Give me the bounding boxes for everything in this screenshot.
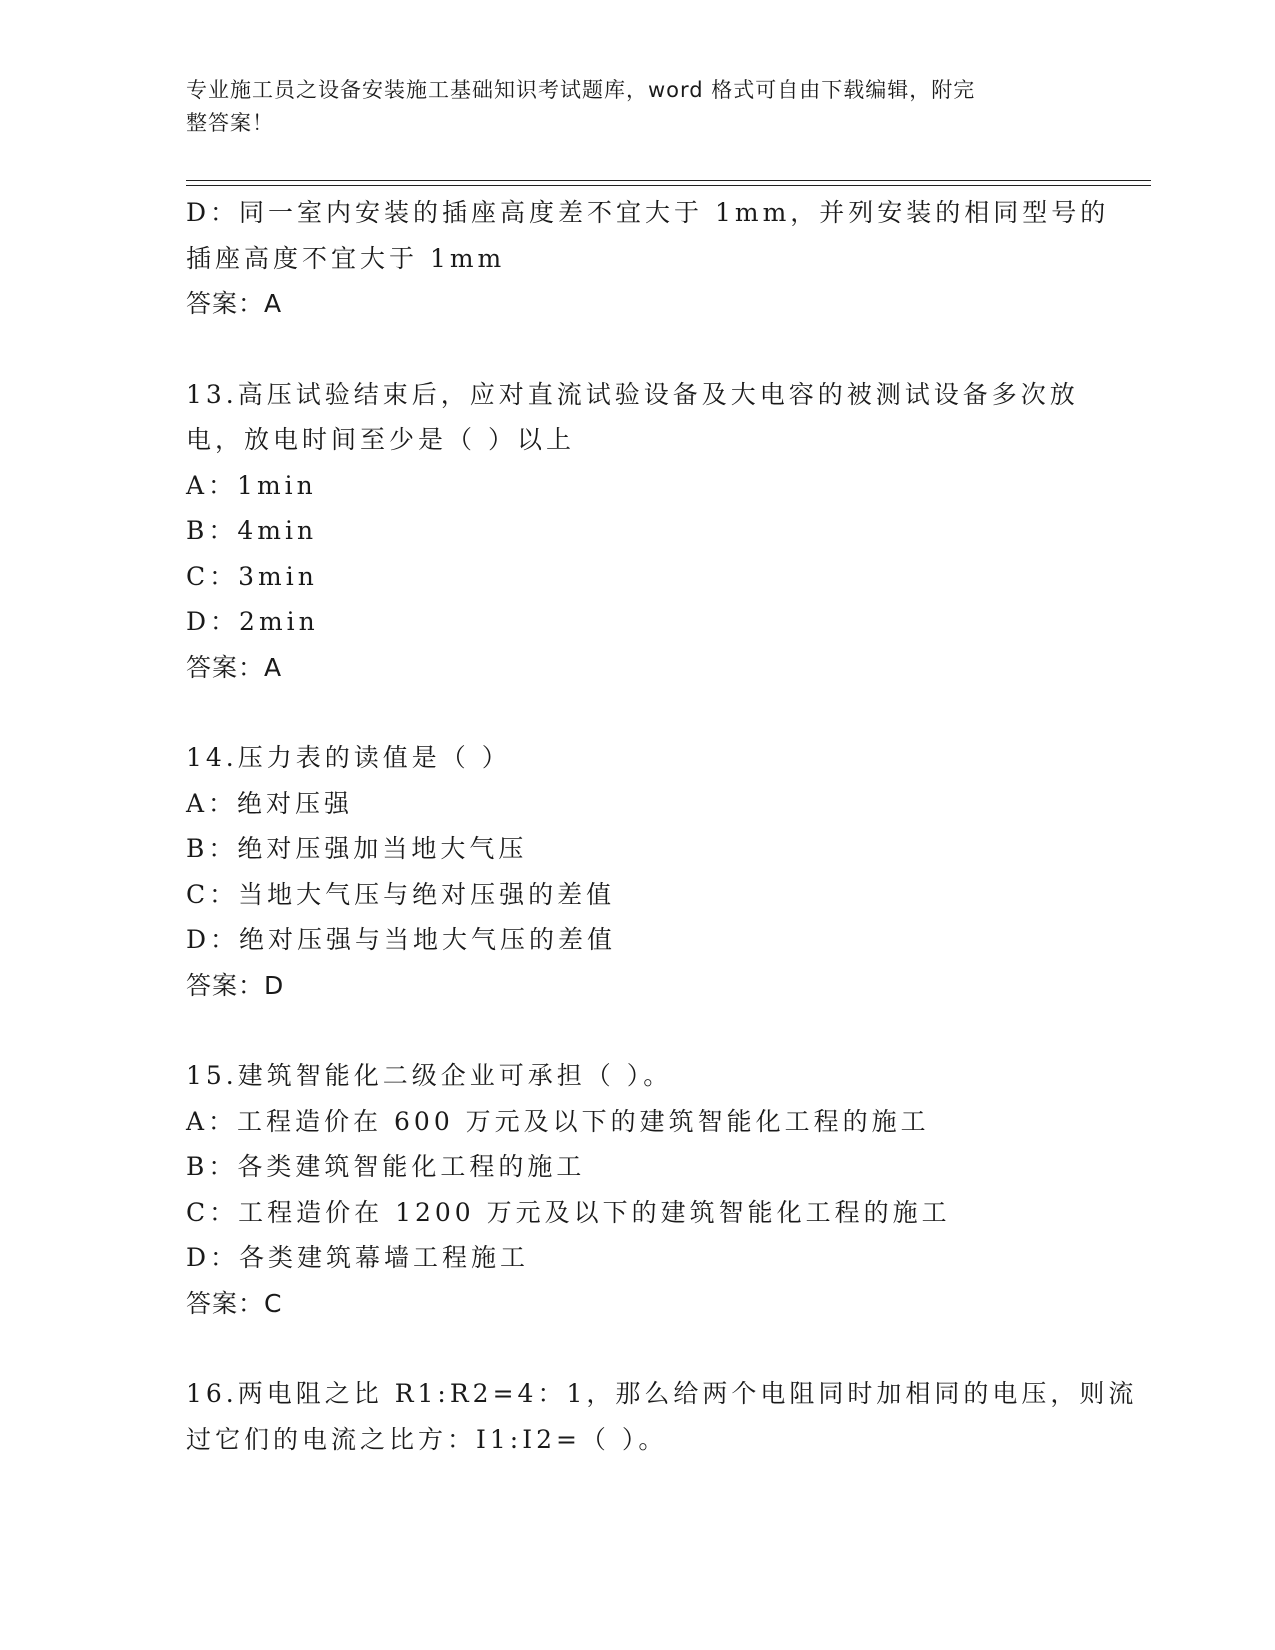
- question-14: [186, 735, 1086, 1008]
- answer: 答案：A: [186, 652, 283, 682]
- option-c: C：工程造价在 1200 万元及以下的建筑智能化工程的施工: [186, 1197, 951, 1227]
- answer: 答案：D: [186, 970, 285, 1000]
- document-header: [186, 74, 1066, 140]
- option-b: B：4min: [186, 516, 318, 545]
- option-a: A：绝对压强: [186, 788, 354, 818]
- question-13: [186, 372, 1086, 691]
- header-divider-bottom: [186, 185, 1151, 186]
- question-stem: 14.压力表的读值是（ ）: [186, 743, 511, 772]
- option-a: A：1min: [186, 470, 317, 500]
- question-content: [186, 190, 1138, 1462]
- option-b: B：各类建筑智能化工程的施工: [186, 1152, 586, 1181]
- option-d-continued: 插座高度不宜大于 1mm: [186, 243, 506, 273]
- option-d: D：同一室内安装的插座高度差不宜大于 1mm，并列安装的相同型号的: [186, 198, 1110, 227]
- option-b: B：绝对压强加当地大气压: [186, 834, 528, 863]
- header-line-1: 专业施工员之设备安装施工基础知识考试题库，word 格式可自由下载编辑，附完: [186, 78, 976, 102]
- question-stem: 15.建筑智能化二级企业可承担（ ）。: [186, 1061, 673, 1090]
- question-15: [186, 1053, 1086, 1326]
- option-d: D：各类建筑幕墙工程施工: [186, 1243, 530, 1272]
- option-c: C：3min: [186, 561, 318, 591]
- question-16: [186, 1371, 1138, 1462]
- option-d: D：2min: [186, 607, 319, 636]
- question-stem: 16.两电阻之比 R1:R2=4：1，那么给两个电阻同时加相同的电压，则流: [186, 1379, 1138, 1408]
- header-divider-top: [186, 180, 1151, 181]
- answer: 答案：C: [186, 1288, 283, 1318]
- question-stem-continued: 电，放电时间至少是（ ）以上: [186, 425, 575, 454]
- option-d: D：绝对压强与当地大气压的差值: [186, 925, 617, 954]
- option-c: C：当地大气压与绝对压强的差值: [186, 879, 616, 909]
- question-stem-continued: 过它们的电流之比方：I1:I2=（ ）。: [186, 1424, 668, 1454]
- answer: 答案：A: [186, 289, 283, 318]
- previous-question-tail: [186, 190, 1110, 327]
- question-stem: 13.高压试验结束后，应对直流试验设备及大电容的被测试设备多次放: [186, 379, 1079, 409]
- option-a: A：工程造价在 600 万元及以下的建筑智能化工程的施工: [186, 1106, 930, 1136]
- header-line-2: 整答案！: [186, 111, 274, 135]
